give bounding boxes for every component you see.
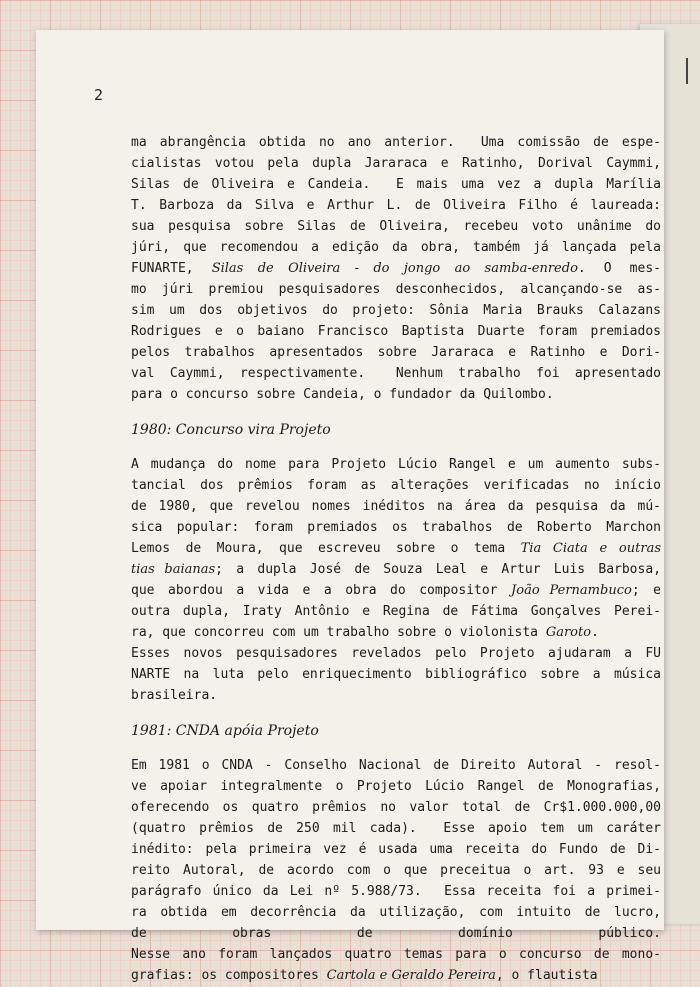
text-line: oferecendo os quatro prêmios no valor total de Cr$1.000.000,00 — [131, 800, 661, 815]
composer-name: João Pernambuco — [511, 583, 632, 598]
text-line: Rodrigues e o baiano Francisco Baptista Duarte foram premiados — [131, 324, 661, 339]
text-line: ra, que concorreu com um trabalho sobre o violonista Garoto. — [131, 625, 599, 640]
book-title: Silas de Oliveira - do jongo ao samba-enredo — [211, 261, 578, 276]
text-line — [131, 923, 661, 945]
text-line: ve apoiar integralmente o Projeto Lúcio Rangel de Monografias, — [131, 779, 661, 794]
text-line: que abordou a vida e a obra do compositor João Pernambuco; e — [131, 583, 661, 598]
text-line — [131, 965, 661, 987]
text-line: A mudança do nome para Projeto Lúcio Rangel e um aumento subs- — [131, 457, 661, 472]
text-segment: ra obtida em decorrência da utilização, com intuito de lucro, — [131, 905, 661, 920]
text-line: para o concurso sobre Candeia, o fundador da Quilombo. — [131, 387, 554, 402]
text-line: pelos trabalhos apresentados sobre Jararaca e Ratinho e Dori- — [131, 345, 661, 360]
text-segment: de obras de domínio público. — [131, 926, 661, 941]
text-line: de 1980, que revelou nomes inéditos na área da pesquisa da mú- — [131, 499, 661, 514]
violinist-name: Garoto — [545, 625, 592, 640]
text-line: brasileira. — [131, 688, 218, 703]
text-line: sica popular: foram premiados os trabalhos de Roberto Marchon — [131, 520, 661, 535]
text-line: Silas de Oliveira e Candeia. E mais uma vez a dupla Marília — [131, 177, 661, 192]
text-line: T. Barboza da Silva e Arthur L. de Oliveira Filho é laureada: — [131, 198, 661, 213]
section-heading-1981: 1981: CNDA apóia Projeto — [131, 723, 319, 739]
text-line: Lemos de Moura, que escreveu sobre o tema Tia Ciata e outras — [131, 541, 661, 556]
text-line: cialistas votou pela dupla Jararaca e Ratinho, Dorival Caymmi, — [131, 156, 661, 171]
text-line: parágrafo único da Lei nº 5.988/73. Essa receita foi a primei- — [131, 884, 661, 899]
text-line — [131, 902, 661, 924]
text-line: reito Autoral, de acordo com o que preceitua o art. 93 e seu — [131, 863, 661, 878]
text-line: (quatro prêmios de 250 mil cada). Esse apoio tem um caráter — [131, 821, 661, 836]
text-line: FUNARTE, Silas de Oliveira - do jongo ao samba-enredo. O mes- — [131, 261, 661, 276]
text-segment: grafias: os compositores — [131, 968, 327, 983]
text-line: sua pesquisa sobre Silas de Oliveira, recebeu voto unânime do — [131, 219, 661, 234]
text-line: Esses novos pesquisadores revelados pelo Projeto ajudaram a FU — [131, 646, 661, 661]
next-page-mark — [686, 58, 688, 84]
text-line: inédito: pela primeira vez é usada uma receita do Fundo de Di- — [131, 842, 661, 857]
text-segment: Nesse ano foram lançados quatro temas para o concurso de mono- — [131, 947, 661, 962]
emphasis-text: Cartola e Geraldo Pereira — [326, 968, 496, 983]
text-line: mo júri premiou pesquisadores desconhecidos, alcançando-se as- — [131, 282, 661, 297]
text-line: júri, que recomendou a edição da obra, também já lançada pela — [131, 240, 661, 255]
section-heading-1980: 1980: Concurso vira Projeto — [131, 422, 331, 438]
text-line: tias baianas; a dupla José de Souza Leal e Artur Luis Barbosa, — [131, 562, 661, 577]
text-line: val Caymmi, respectivamente. Nenhum trabalho foi apresentado — [131, 366, 661, 381]
text-line: NARTE na luta pelo enriquecimento bibliográfico sobre a música — [131, 667, 661, 682]
theme-title: Tia Ciata e outras — [520, 541, 661, 556]
text-line — [131, 944, 661, 966]
text-line: outra dupla, Iraty Antônio e Regina de Fátima Gonçalves Perei- — [131, 604, 661, 619]
text-line: tancial dos prêmios foram as alterações verificadas no início — [131, 478, 661, 493]
text-segment: , o flautista — [495, 968, 598, 983]
theme-title-cont: tias baianas — [131, 562, 216, 577]
text-line: ma abrangência obtida no ano anterior. Uma comissão de espe- — [131, 135, 661, 150]
text-line: sim um dos objetivos do projeto: Sônia Maria Brauks Calazans — [131, 303, 661, 318]
text-line: Em 1981 o CNDA - Conselho Nacional de Direito Autoral - resol- — [131, 758, 661, 773]
page-number: 2 — [94, 86, 104, 104]
